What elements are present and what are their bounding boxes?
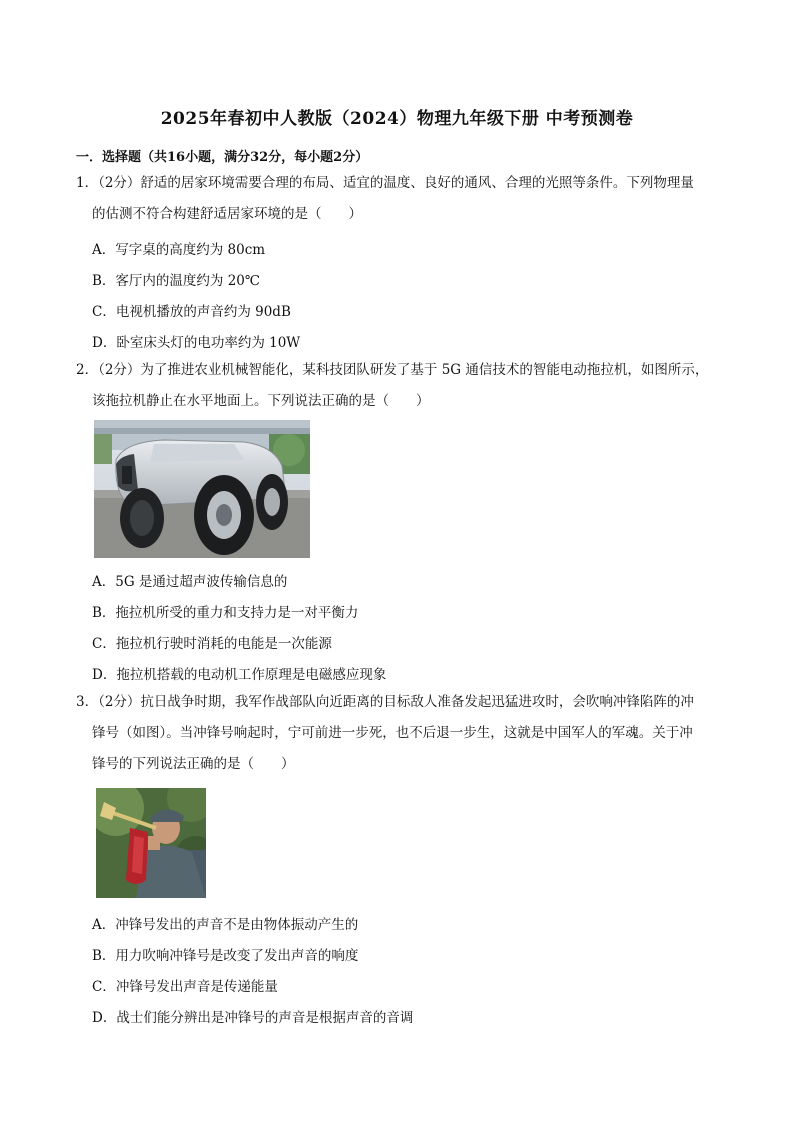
question-1-option-b: B．客厅内的温度约为 20℃ (92, 273, 260, 289)
question-1-option-d: D．卧室床头灯的电功率约为 10W (92, 335, 301, 351)
question-1-line-2: 的估测不符合构建舒适居家环境的是（ ） (92, 206, 362, 222)
question-2 (76, 355, 736, 417)
question-3-line-1: 3．（2分）抗日战争时期，我军作战部队向近距离的目标敌人准备发起迅猛进攻时，会吹响冲锋陷阵的冲 (76, 694, 694, 710)
question-2-option-b: B．拖拉机所受的重力和支持力是一对平衡力 (92, 605, 359, 621)
question-3-option-d: D．战士们能分辨出是冲锋号的声音是根据声音的音调 (92, 1010, 414, 1026)
question-2-option-a: A．5G 是通过超声波传输信息的 (92, 574, 288, 590)
question-2-option-c: C．拖拉机行驶时消耗的电能是一次能源 (92, 636, 332, 652)
question-3-line-2: 锋号（如图）。当冲锋号响起时，宁可前进一步死，也不后退一步生，这就是中国军人的军魂。关于冲 (92, 725, 693, 741)
question-2-line-2: 该拖拉机静止在水平地面上。下列说法正确的是（ ） (92, 393, 430, 409)
bugle-soldier-photo (96, 788, 206, 898)
question-3-option-a: A．冲锋号发出的声音不是由物体振动产生的 (92, 917, 359, 933)
question-1-line-1: 1．（2分）舒适的居家环境需要合理的布局、适宜的温度、良好的通风、合理的光照等条件。下列物理量 (76, 175, 694, 191)
page-title: 2025年春初中人教版（2024）物理九年级下册 中考预测卷 (160, 109, 634, 129)
question-3-option-c: C．冲锋号发出声音是传递能量 (92, 979, 278, 995)
question-2-line-1: 2．（2分）为了推进农业机械智能化，某科技团队研发了基于 5G 通信技术的智能电动拖拉机，如图所示， (76, 362, 709, 378)
section-heading: 一．选择题（共16小题，满分32分，每小题2分） (76, 150, 369, 165)
question-1 (76, 168, 736, 230)
tractor-photo (94, 420, 310, 558)
question-3-option-b: B．用力吹响冲锋号是改变了发出声音的响度 (92, 948, 359, 964)
question-2-option-d: D．拖拉机搭载的电动机工作原理是电磁感应现象 (92, 667, 387, 683)
question-3-line-3: 锋号的下列说法正确的是（ ） (92, 756, 295, 772)
question-1-option-a: A．写字桌的高度约为 80cm (92, 242, 266, 258)
question-3 (76, 687, 736, 780)
question-1-option-c: C．电视机播放的声音约为 90dB (92, 304, 291, 320)
